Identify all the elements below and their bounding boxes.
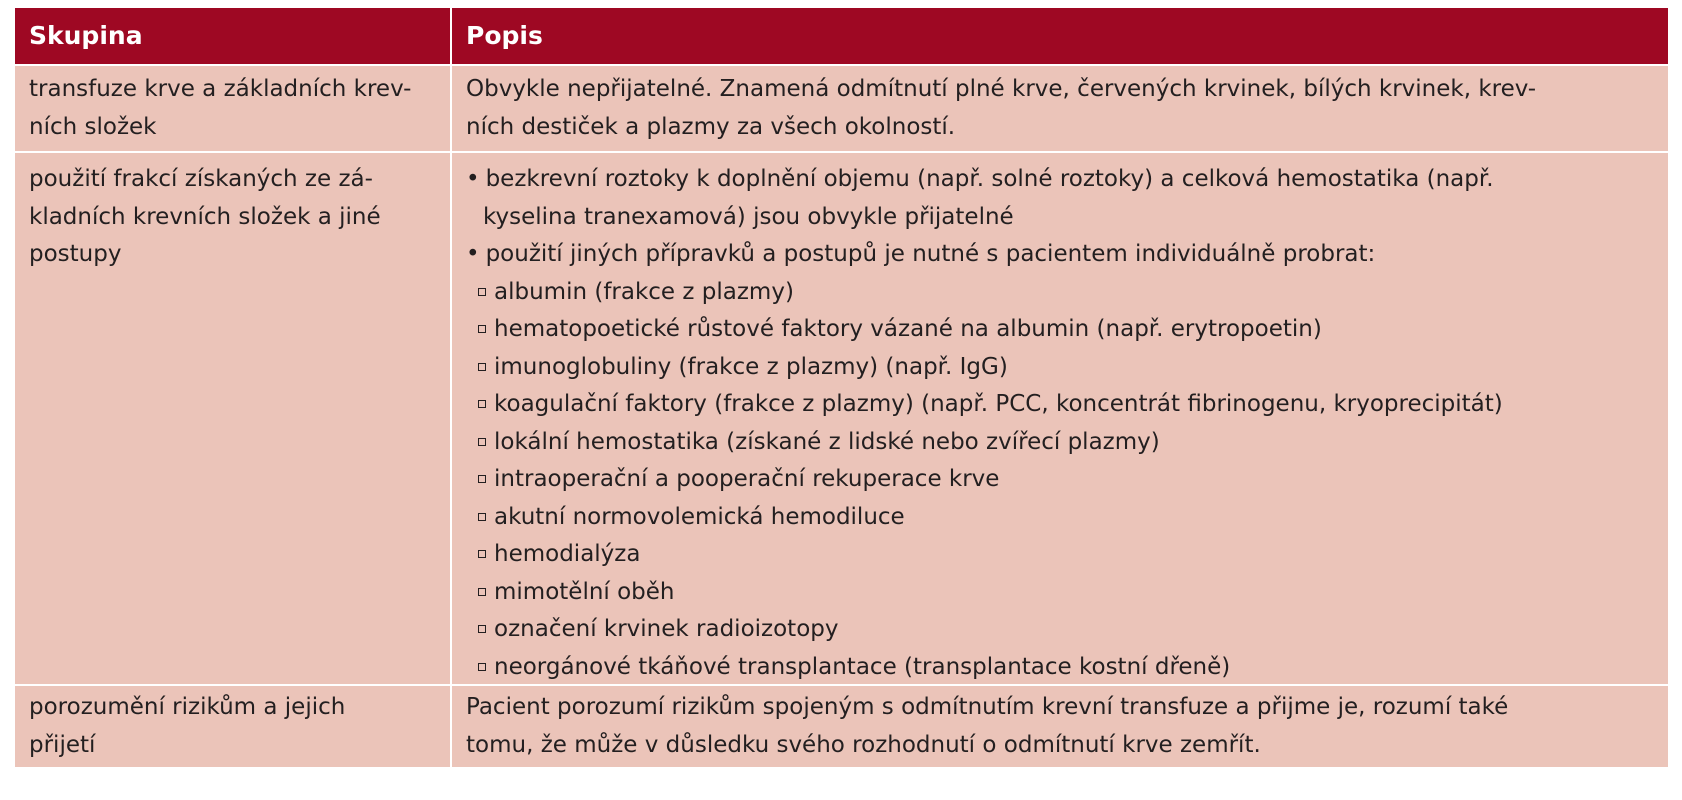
- row3-description-cell: [452, 686, 1668, 767]
- info-table: [15, 8, 1668, 767]
- header-popis: Popis: [452, 8, 1668, 64]
- row3-description-line: tomu, že může v důsledku svého rozhodnutí o odmítnutí krve zemřít.: [466, 731, 1261, 758]
- row3-group-line: přijetí: [29, 731, 96, 758]
- subitem: [466, 611, 1668, 649]
- bullet-continuation: kyselina tranexamová) jsou obvykle přijatelné: [483, 203, 1014, 230]
- row2-group-line: postupy: [29, 241, 122, 267]
- subitem: [466, 274, 1668, 312]
- bullet-text: bezkrevní roztoky k doplnění objemu (např. solné roztoky) a celková hemostatika (např.: [485, 166, 1494, 192]
- bullet-item: [466, 161, 1668, 199]
- row1-description-cell: [452, 66, 1668, 151]
- subitem: [466, 574, 1668, 612]
- subitem: [466, 311, 1668, 349]
- subitem-text: neorgánové tkáňové transplantace (transplantace kostní dřeně): [494, 653, 1231, 680]
- row1-description-line: ních destiček a plazmy za všech okolností.: [466, 113, 956, 140]
- bullet-marker: •: [466, 241, 480, 267]
- square-bullet-icon: [478, 625, 486, 633]
- row1-group-line: ních složek: [29, 113, 157, 140]
- row2-group-cell: [15, 153, 450, 684]
- header-skupina: Skupina: [15, 8, 450, 64]
- subitem: [466, 424, 1668, 462]
- subitem-text: mimotělní oběh: [494, 578, 675, 605]
- subitem: [466, 386, 1668, 424]
- row1-group-cell: [15, 66, 450, 151]
- subitem-text: označení krvinek radioizotopy: [494, 616, 839, 642]
- subitem-text: koagulační faktory (frakce z plazmy) (např. PCC, koncentrát fibrinogenu, kryoprecipitát): [494, 391, 1503, 417]
- square-bullet-icon: [478, 400, 486, 408]
- row2-group-line: použití frakcí získaných ze zá-: [29, 166, 373, 192]
- square-bullet-icon: [478, 550, 486, 558]
- row1-group-line: transfuze krve a základních krev-: [29, 76, 412, 102]
- subitem-text: imunoglobuliny (frakce z plazmy) (např. IgG): [494, 353, 1008, 380]
- square-bullet-icon: [478, 363, 486, 371]
- row2-group-line: kladních krevních složek a jiné: [29, 203, 381, 230]
- square-bullet-icon: [478, 475, 486, 483]
- bullet-item: [466, 236, 1668, 274]
- subitem-text: lokální hemostatika (získané z lidské nebo zvířecí plazmy): [494, 428, 1160, 455]
- subitem: [466, 649, 1668, 687]
- subitem-text: hemodialýza: [494, 541, 641, 567]
- bullet-text: použití jiných přípravků a postupů je nutné s pacientem individuálně probrat:: [485, 241, 1376, 267]
- square-bullet-icon: [478, 513, 486, 521]
- square-bullet-icon: [478, 588, 486, 596]
- subitem: [466, 461, 1668, 499]
- row3-group-cell: [15, 686, 450, 767]
- row2-description-cell: [452, 153, 1668, 684]
- square-bullet-icon: [478, 438, 486, 446]
- bullet-marker: •: [466, 166, 480, 192]
- square-bullet-icon: [478, 663, 486, 671]
- subitem-text: akutní normovolemická hemodiluce: [494, 503, 905, 530]
- subitem: [466, 349, 1668, 387]
- row3-group-line: porozumění rizikům a jejich: [29, 694, 346, 720]
- square-bullet-icon: [478, 288, 486, 296]
- square-bullet-icon: [478, 325, 486, 333]
- subitem-text: hematopoetické růstové faktory vázané na albumin (např. erytropoetin): [494, 316, 1322, 342]
- subitem: [466, 536, 1668, 574]
- row1-description-line: Obvykle nepřijatelné. Znamená odmítnutí plné krve, červených krvinek, bílých krvinek, krev-: [466, 76, 1537, 102]
- row3-description-line: Pacient porozumí rizikům spojeným s odmítnutím krevní transfuze a přijme je, rozumí také: [466, 694, 1509, 720]
- subitem: [466, 499, 1668, 537]
- subitem-text: intraoperační a pooperační rekuperace krve: [494, 466, 1000, 492]
- subitem-text: albumin (frakce z plazmy): [494, 278, 794, 305]
